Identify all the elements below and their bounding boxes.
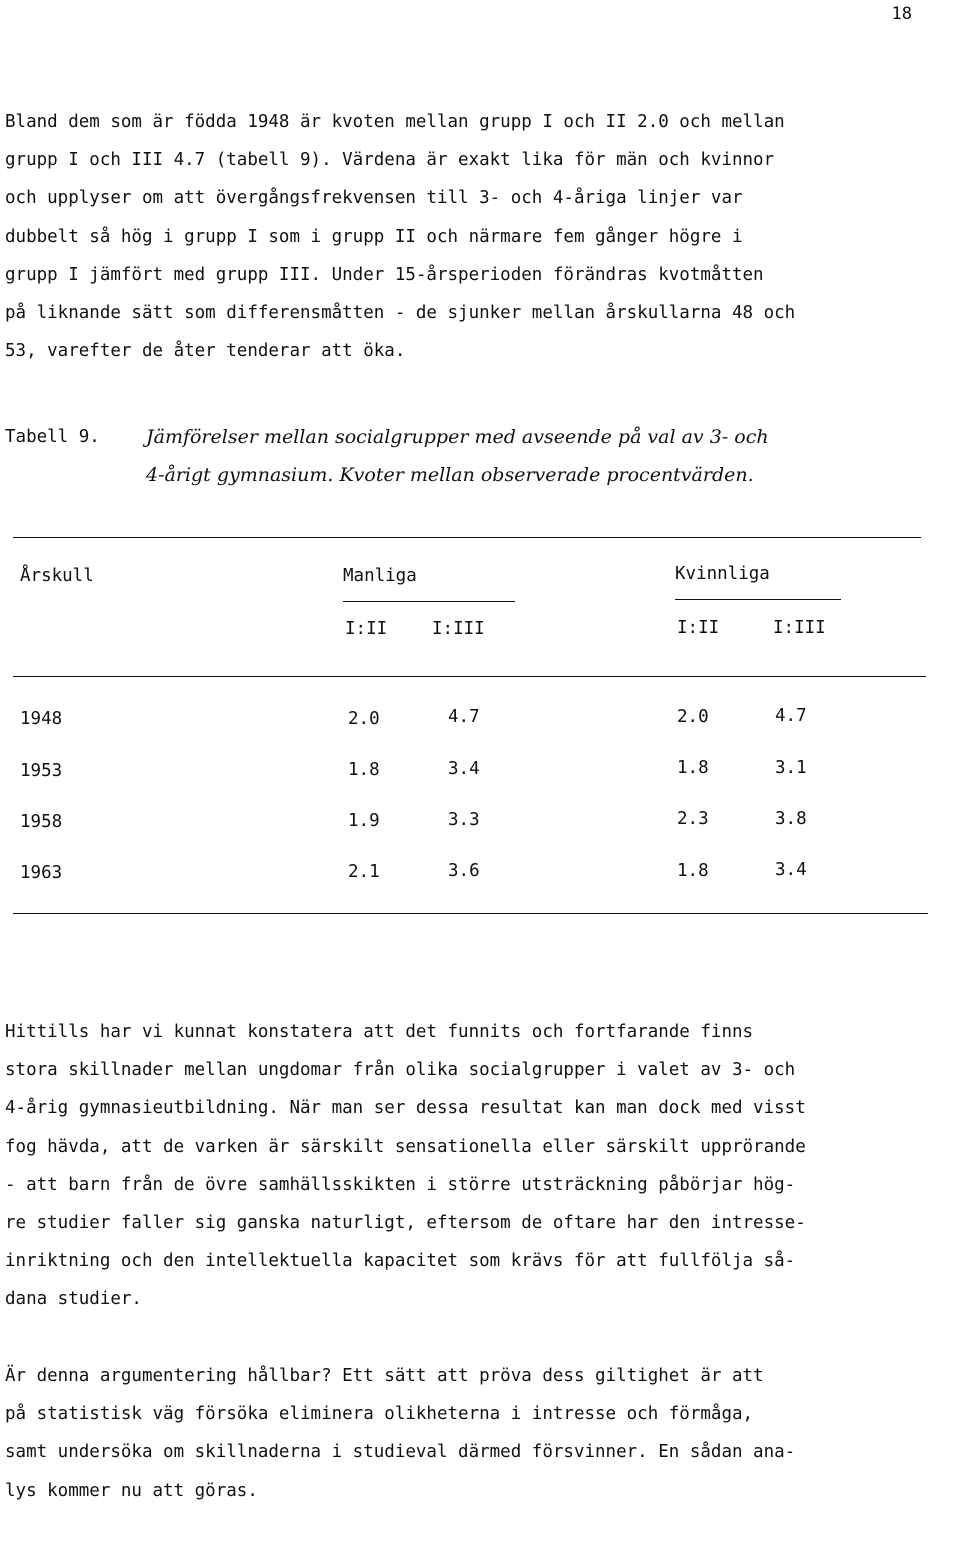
group-male-rule [343, 601, 515, 602]
row-value: 2.0 [348, 709, 380, 729]
table-top-rule [13, 537, 921, 538]
row-value: 1.9 [348, 811, 380, 831]
subheader-female-i-iii: I:III [773, 618, 826, 638]
row-value: 3.1 [775, 758, 807, 778]
row-value: 2.0 [677, 707, 709, 727]
row-value: 3.8 [775, 809, 807, 829]
subheader-male-i-ii: I:II [345, 619, 388, 639]
header-year: Årskull [20, 566, 94, 586]
text-line: 53, varefter de åter tenderar att öka. [5, 341, 406, 362]
text-line: dana studier. [5, 1289, 142, 1310]
text-line: lys kommer nu att göras. [5, 1480, 258, 1501]
row-value: 1.8 [348, 760, 380, 780]
row-year: 1963 [20, 863, 63, 883]
page-number: 18 [891, 4, 912, 24]
text-line: inriktning och den intellektuella kapacitet som krävs för att fullfölja så- [5, 1251, 796, 1272]
text-line: samt undersöka om skillnaderna i studieval därmed försvinner. En sådan ana- [5, 1442, 796, 1463]
row-value: 3.6 [448, 861, 480, 881]
text-line: Är denna argumentering hållbar? Ett sätt att pröva dess giltighet är att [5, 1366, 764, 1386]
table-label: Tabell 9. [5, 427, 100, 447]
text-line: fog hävda, att de varken är särskilt sensationella eller särskilt upprörande [5, 1136, 806, 1157]
header-group-female: Kvinnliga [675, 564, 770, 584]
row-value: 2.3 [677, 809, 709, 829]
paragraph-3 [5, 1357, 955, 1510]
row-value: 4.7 [448, 707, 480, 727]
row-year: 1953 [20, 761, 63, 781]
row-value: 1.8 [677, 861, 709, 881]
text-line: re studier faller sig ganska naturligt, eftersom de oftare har den intresse- [5, 1213, 806, 1234]
text-line: grupp I jämfört med grupp III. Under 15-årsperioden förändras kvotmåtten [5, 264, 764, 285]
subheader-male-i-iii: I:III [432, 619, 485, 639]
text-line: - att barn från de övre samhällsskikten i större utsträckning påbörjar hög- [5, 1174, 796, 1195]
paragraph-2 [5, 1013, 955, 1319]
text-line: stora skillnader mellan ungdomar från olika socialgrupper i valet av 3- och [5, 1060, 796, 1081]
row-value: 3.4 [775, 860, 807, 880]
row-year: 1948 [20, 709, 63, 729]
table-bottom-rule [13, 913, 928, 914]
row-value: 3.4 [448, 759, 480, 779]
caption-line: Jämförelser mellan socialgrupper med avseende på val av 3- och [146, 426, 769, 448]
caption-line: 4-årigt gymnasium. Kvoter mellan observerade procentvärden. [146, 464, 754, 486]
text-line: 4-årig gymnasieutbildning. När man ser dessa resultat kan man dock med visst [5, 1098, 806, 1119]
row-value: 1.8 [677, 758, 709, 778]
text-line: dubbelt så hög i grupp I som i grupp II och närmare fem gånger högre i [5, 226, 743, 247]
text-line: på statistisk väg försöka eliminera olikheterna i intresse och förmåga, [5, 1404, 754, 1425]
subheader-female-i-ii: I:II [677, 618, 720, 638]
row-value: 3.3 [448, 810, 480, 830]
text-line: grupp I och III 4.7 (tabell 9). Värdena är exakt lika för män och kvinnor [5, 150, 775, 171]
text-line: på liknande sätt som differensmåtten - de sjunker mellan årskullarna 48 och [5, 303, 796, 324]
table-header-rule [13, 676, 926, 677]
text-line: och upplyser om att övergångsfrekvensen till 3- och 4-åriga linjer var [5, 188, 743, 209]
text-line: Hittills har vi kunnat konstatera att det funnits och fortfarande finns [5, 1022, 754, 1042]
header-group-male: Manliga [343, 566, 417, 586]
row-value: 2.1 [348, 862, 380, 882]
row-year: 1958 [20, 812, 63, 832]
group-female-rule [675, 599, 841, 600]
row-value: 4.7 [775, 706, 807, 726]
text-line: Bland dem som är födda 1948 är kvoten mellan grupp I och II 2.0 och mellan [5, 112, 785, 132]
